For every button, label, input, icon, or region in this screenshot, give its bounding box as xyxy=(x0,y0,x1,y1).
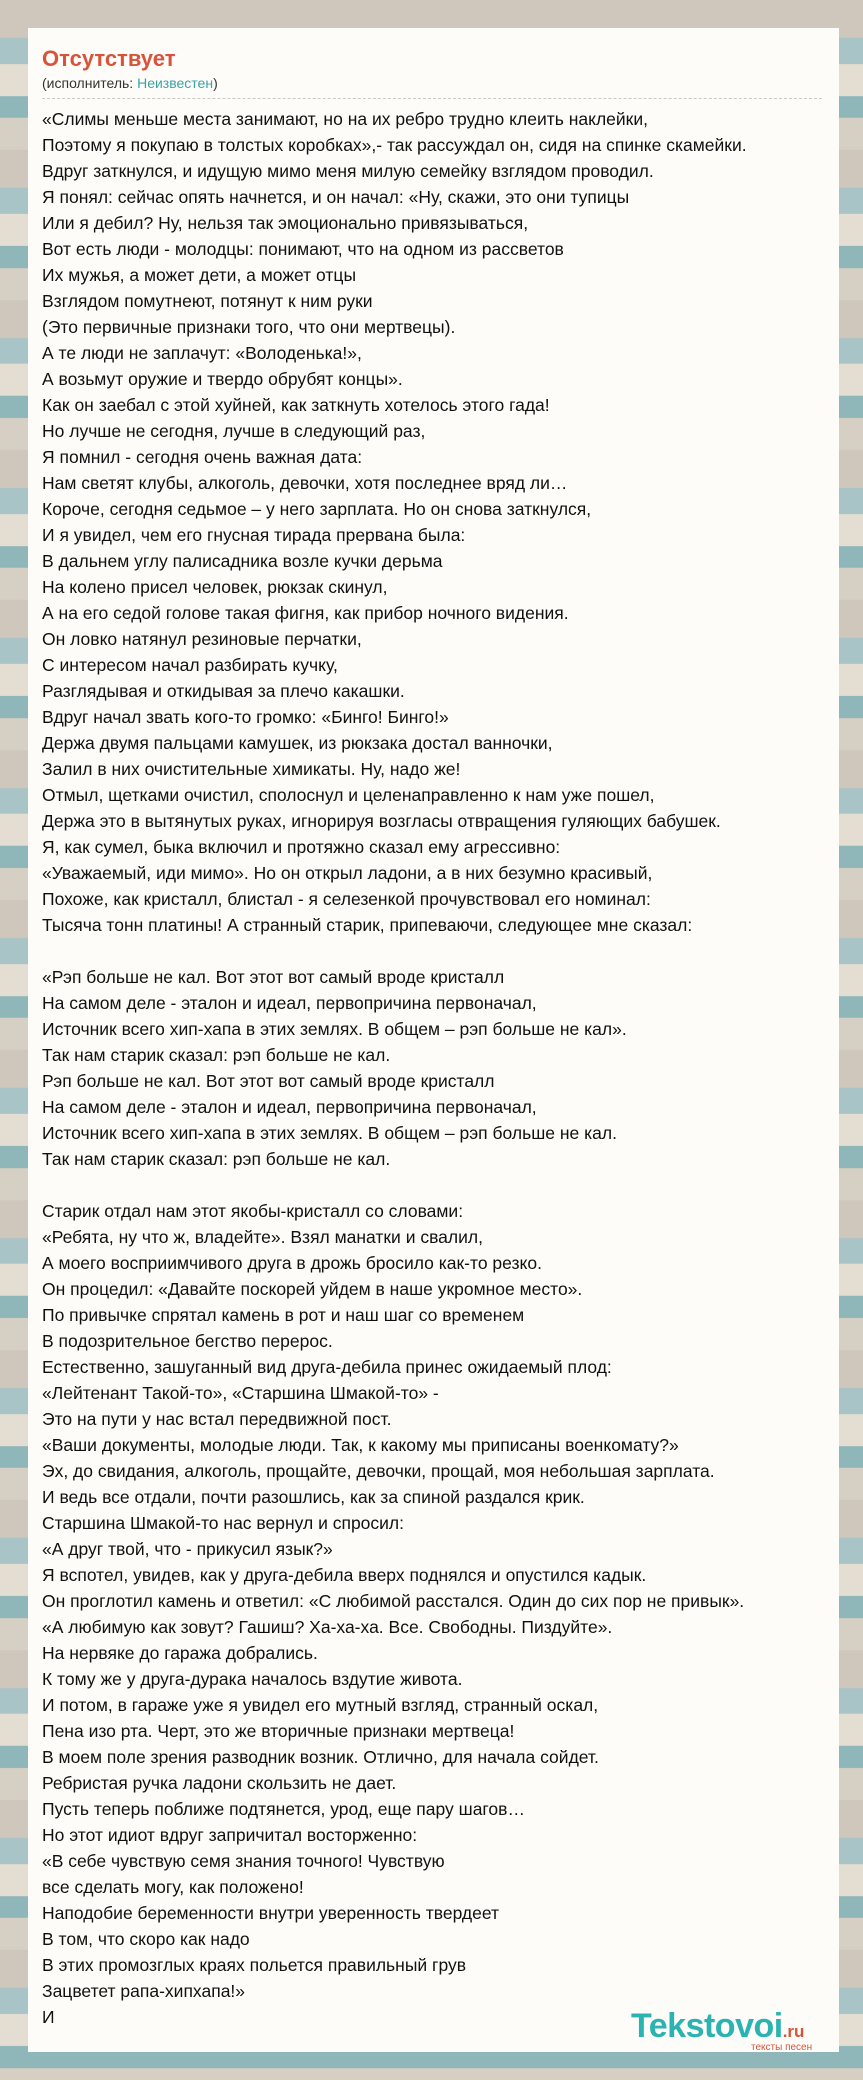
lyric-line: «Слимы меньше места занимают, но на их ребро трудно клеить наклейки, xyxy=(42,109,648,129)
lyric-line: «Рэп больше не кал. Вот этот вот самый вроде кристалл xyxy=(42,967,505,987)
lyric-line: «В себе чувствую семя знания точного! Чувствую xyxy=(42,1851,445,1871)
lyric-line: Короче, сегодня седьмое – у него зарплата. Но он снова заткнулся, xyxy=(42,499,592,519)
lyric-line: Естественно, зашуганный вид друга-дебила принес ожидаемый плод: xyxy=(42,1357,612,1377)
lyric-line: Старшина Шмакой-то нас вернул и спросил: xyxy=(42,1513,405,1533)
lyric-line: Тысяча тонн платины! А странный старик, припеваючи, следующее мне сказал: xyxy=(42,915,693,935)
lyric-line: Как он заебал с этой хуйней, как заткнуть хотелось этого гада! xyxy=(42,395,550,415)
byline-prefix: (исполнитель: xyxy=(42,75,138,91)
lyric-line: все сделать могу, как положено! xyxy=(42,1877,304,1897)
lyric-line: Похоже, как кристалл, блистал - я селезенкой прочувствовал его номинал: xyxy=(42,889,651,909)
lyric-line: Залил в них очистительные химикаты. Ну, надо же! xyxy=(42,759,461,779)
logo-tagline: тексты песен xyxy=(751,2042,813,2053)
lyric-line: Вдруг заткнулся, и идущую мимо меня милую семейку взглядом проводил. xyxy=(42,161,654,181)
lyric-line xyxy=(42,1172,863,1198)
logo-tld: .ru xyxy=(782,2022,805,2041)
song-title: Отсутствует xyxy=(42,46,176,71)
lyric-line: Зацветет рапа-хипхапа!» xyxy=(42,1981,246,2001)
lyric-line: Отмыл, щетками очистил, сполоснул и целенаправленно к нам уже пошел, xyxy=(42,785,655,805)
lyric-line: (Это первичные признаки того, что они мертвецы). xyxy=(42,317,456,337)
content-panel xyxy=(28,28,839,2052)
lyric-line: Но лучше не сегодня, лучше в следующий раз, xyxy=(42,421,426,441)
lyric-line: А на его седой голове такая фигня, как прибор ночного видения. xyxy=(42,603,569,623)
artist-link[interactable]: Неизвестен xyxy=(137,75,214,91)
lyric-line: И потом, в гараже уже я увидел его мутный взгляд, странный оскал, xyxy=(42,1695,599,1715)
lyric-line: А моего восприимчивого друга в дрожь бросило как-то резко. xyxy=(42,1253,542,1273)
lyric-line: Или я дебил? Ну, нельзя так эмоционально привязываться, xyxy=(42,213,529,233)
lyric-line: В том, что скоро как надо xyxy=(42,1929,250,1949)
lyric-line: Поэтому я покупаю в толстых коробках»,- так рассуждал он, сидя на спинке скамейки. xyxy=(42,135,747,155)
lyric-line: На самом деле - эталон и идеал, первопричина первоначал, xyxy=(42,1097,537,1117)
lyric-line: Ребристая ручка ладони скользить не дает. xyxy=(42,1773,397,1793)
lyrics-text xyxy=(42,106,863,2030)
site-logo[interactable] xyxy=(631,2008,841,2052)
lyric-line: И xyxy=(42,2007,55,2027)
lyric-line: И я увидел, чем его гнусная тирада прервана была: xyxy=(42,525,466,545)
lyric-line: Старик отдал нам этот якобы-кристалл со словами: xyxy=(42,1201,464,1221)
lyric-line xyxy=(42,938,863,964)
lyric-line: Вдруг начал звать кого-то громко: «Бинго! Бинго!» xyxy=(42,707,449,727)
lyric-line: Нам светят клубы, алкоголь, девочки, хотя последнее вряд ли… xyxy=(42,473,568,493)
lyric-line: А возьмут оружие и твердо обрубят концы». xyxy=(42,369,403,389)
lyric-line: Я понял: сейчас опять начнется, и он начал: «Ну, скажи, это они тупицы xyxy=(42,187,630,207)
lyric-line: «Уважаемый, иди мимо». Но он открыл ладони, а в них безумно красивый, xyxy=(42,863,653,883)
lyric-line: Держа это в вытянутых руках, игнорируя возгласы отвращения гуляющих бабушек. xyxy=(42,811,721,831)
lyric-line: Их мужья, а может дети, а может отцы xyxy=(42,265,357,285)
lyric-line: На колено присел человек, рюкзак скинул, xyxy=(42,577,388,597)
lyric-line: Это на пути у нас встал передвижной пост. xyxy=(42,1409,392,1429)
lyric-line: На нервяке до гаража добрались. xyxy=(42,1643,318,1663)
byline-suffix: ) xyxy=(213,75,218,91)
lyric-line: Он процедил: «Давайте поскорей уйдем в наше укромное место». xyxy=(42,1279,583,1299)
lyric-line: В этих промозглых краях польется правильный грув xyxy=(42,1955,467,1975)
lyric-line: Он ловко натянул резиновые перчатки, xyxy=(42,629,362,649)
artist-byline xyxy=(42,74,822,92)
lyric-line: «А любимую как зовут? Гашиш? Ха-ха-ха. Все. Свободны. Пиздуйте». xyxy=(42,1617,613,1637)
lyric-line: Источник всего хип-хапа в этих землях. В общем – рэп больше не кал». xyxy=(42,1019,627,1039)
lyric-line: «А друг твой, что - прикусил язык?» xyxy=(42,1539,333,1559)
lyric-line: Я вспотел, увидев, как у друга-дебила вверх поднялся и опустился кадык. xyxy=(42,1565,647,1585)
lyric-line: Но этот идиот вдруг запричитал восторженно: xyxy=(42,1825,418,1845)
song-header xyxy=(42,46,822,99)
lyric-line: «Лейтенант Такой-то», «Старшина Шмакой-то» - xyxy=(42,1383,439,1403)
lyric-line: Держа двумя пальцами камушек, из рюкзака достал ванночки, xyxy=(42,733,553,753)
lyric-line: «Ребята, ну что ж, владейте». Взял манатки и свалил, xyxy=(42,1227,483,1247)
lyric-line: Он проглотил камень и ответил: «С любимой расстался. Один до сих пор не привык». xyxy=(42,1591,745,1611)
lyric-line: По привычке спрятал камень в рот и наш шаг со временем xyxy=(42,1305,525,1325)
lyric-line: Источник всего хип-хапа в этих землях. В общем – рэп больше не кал. xyxy=(42,1123,617,1143)
lyric-line: В подозрительное бегство перерос. xyxy=(42,1331,333,1351)
lyric-line: С интересом начал разбирать кучку, xyxy=(42,655,338,675)
lyric-line: Я, как сумел, быка включил и протяжно сказал ему агрессивно: xyxy=(42,837,561,857)
lyric-line: Рэп больше не кал. Вот этот вот самый вроде кристалл xyxy=(42,1071,495,1091)
lyric-line: Так нам старик сказал: рэп больше не кал. xyxy=(42,1149,391,1169)
lyric-line: Вот есть люди - молодцы: понимают, что на одном из рассветов xyxy=(42,239,564,259)
lyric-line: И ведь все отдали, почти разошлись, как за спиной раздался крик. xyxy=(42,1487,585,1507)
lyric-line: К тому же у друга-дурака началось вздутие живота. xyxy=(42,1669,463,1689)
lyric-line: Наподобие беременности внутри уверенность твердеет xyxy=(42,1903,500,1923)
lyric-line: А те люди не заплачут: «Володенька!», xyxy=(42,343,362,363)
lyric-line: «Ваши документы, молодые люди. Так, к какому мы приписаны военкомату?» xyxy=(42,1435,679,1455)
lyric-line: Пусть теперь поближе подтянется, урод, еще пару шагов… xyxy=(42,1799,525,1819)
lyric-line: В моем поле зрения разводник возник. Отлично, для начала сойдет. xyxy=(42,1747,599,1767)
lyric-line: Пена изо рта. Черт, это же вторичные признаки мертвеца! xyxy=(42,1721,515,1741)
lyric-line: Эх, до свидания, алкоголь, прощайте, девочки, прощай, моя небольшая зарплата. xyxy=(42,1461,715,1481)
lyric-line: На самом деле - эталон и идеал, первопричина первоначал, xyxy=(42,993,537,1013)
lyric-line: Я помнил - сегодня очень важная дата: xyxy=(42,447,363,467)
lyric-line: Так нам старик сказал: рэп больше не кал. xyxy=(42,1045,391,1065)
logo-name: Tekstovoi xyxy=(631,2007,783,2045)
lyric-line: Разглядывая и откидывая за плечо какашки. xyxy=(42,681,405,701)
lyric-line: В дальнем углу палисадника возле кучки дерьма xyxy=(42,551,443,571)
header-divider xyxy=(42,98,822,99)
lyric-line: Взглядом помутнеют, потянут к ним руки xyxy=(42,291,373,311)
